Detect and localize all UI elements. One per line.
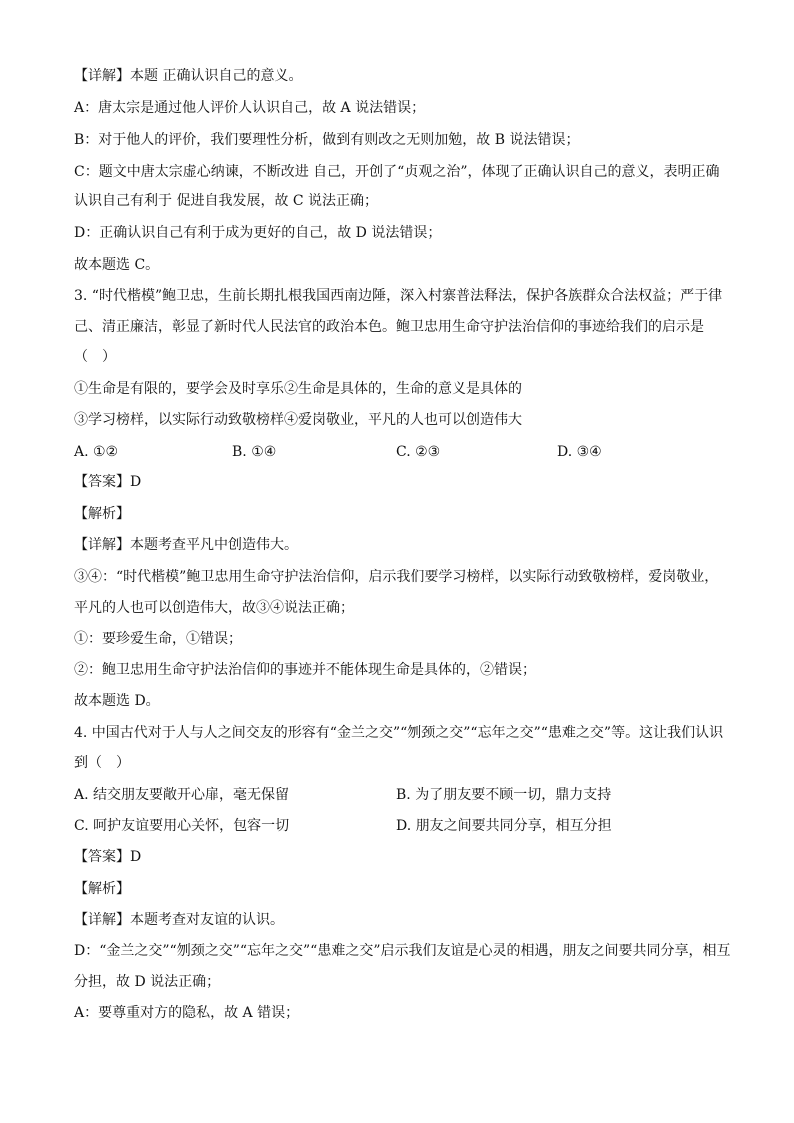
q4-option-b: B. 为了朋友要不顾一切，鼎力支持 <box>396 787 612 803</box>
q3-option-c: C. ②③ <box>396 444 441 460</box>
analysis-line: 认识自己有利于 促进自我发展，故 C 说法正确； <box>74 193 379 209</box>
analysis-line: A：唐太宗是通过他人评价人认识自己，故 A 说法错误； <box>74 100 426 116</box>
question-3-stem: 3. “时代楷模”鲍卫忠，生前长期扎根我国西南边陲，深入村寨普法释法，保护各族群众合法权益；严于律 <box>74 288 723 304</box>
statement-line: ③学习榜样，以实际行动致敬榜样④爱岗敬业，平凡的人也可以创造伟大 <box>74 412 522 428</box>
analysis-label: 【解析】 <box>74 506 130 522</box>
q4-option-c: C. 呵护友谊要用心关怀，包容一切 <box>74 818 290 834</box>
explanation-q3: 【详解】本题考查平凡中创造伟大。 <box>74 537 298 553</box>
analysis-line: 分担，故 D 说法正确； <box>74 974 221 990</box>
analysis-label: 【解析】 <box>74 881 130 897</box>
conclusion-line: 故本题选 C。 <box>74 257 160 273</box>
answer-blank: （ ） <box>74 349 116 365</box>
question-4-stem: 4. 中国古代对于人与人之间交友的形容有“金兰之交”“刎颈之交”“忘年之交”“患难之交”等。这让我们认识 <box>74 725 724 741</box>
analysis-line: C：题文中唐太宗虚心纳谏，不断改进 自己，开创了“贞观之治”，体现了正确认识自己的意义，表明正确 <box>74 164 720 180</box>
q3-option-b: B. ①④ <box>232 444 277 460</box>
statement-line: ①生命是有限的，要学会及时享乐②生命是具体的，生命的意义是具体的 <box>74 381 522 397</box>
analysis-line: ②：鲍卫忠用生命守护法治信仰的事迹并不能体现生命是具体的，②错误； <box>74 662 536 678</box>
analysis-line: D：正确认识自己有利于成为更好的自己，故 D 说法错误； <box>74 225 442 241</box>
analysis-line: ①：要珍爱生命，①错误； <box>74 631 242 647</box>
answer-label: 【答案】D <box>74 474 142 490</box>
q4-option-d: D. 朋友之间要共同分享，相互分担 <box>396 818 612 834</box>
analysis-line: D：“金兰之交”“刎颈之交”“忘年之交”“患难之交”启示我们友谊是心灵的相遇，朋友之间要共同分享，相互 <box>74 943 731 959</box>
analysis-line: A：要尊重对方的隐私，故 A 错误； <box>74 1005 300 1021</box>
q3-option-d: D. ③④ <box>557 444 602 460</box>
analysis-line: 平凡的人也可以创造伟大，故③④说法正确； <box>74 600 354 616</box>
q4-option-a: A. 结交朋友要敞开心扉，毫无保留 <box>74 787 290 803</box>
question-4-stem: 到（ ） <box>74 755 130 771</box>
question-3-stem: 己、清正廉洁，彰显了新时代人民法官的政治本色。鲍卫忠用生命守护法治信仰的事迹给我们的启示是 <box>74 319 704 335</box>
q3-option-a: A. ①② <box>74 444 119 460</box>
conclusion-line: 故本题选 D。 <box>74 693 160 709</box>
explanation-q4: 【详解】本题考查对友谊的认识。 <box>74 912 284 928</box>
answer-label: 【答案】D <box>74 849 142 865</box>
explanation-q2: 【详解】本题 正确认识自己的意义。 <box>74 68 303 84</box>
analysis-line: ③④：“时代楷模”鲍卫忠用生命守护法治信仰，启示我们要学习榜样，以实际行动致敬榜样，爱岗敬业， <box>74 569 719 585</box>
analysis-line: B：对于他人的评价，我们要理性分析，做到有则改之无则加勉，故 B 说法错误； <box>74 132 580 148</box>
